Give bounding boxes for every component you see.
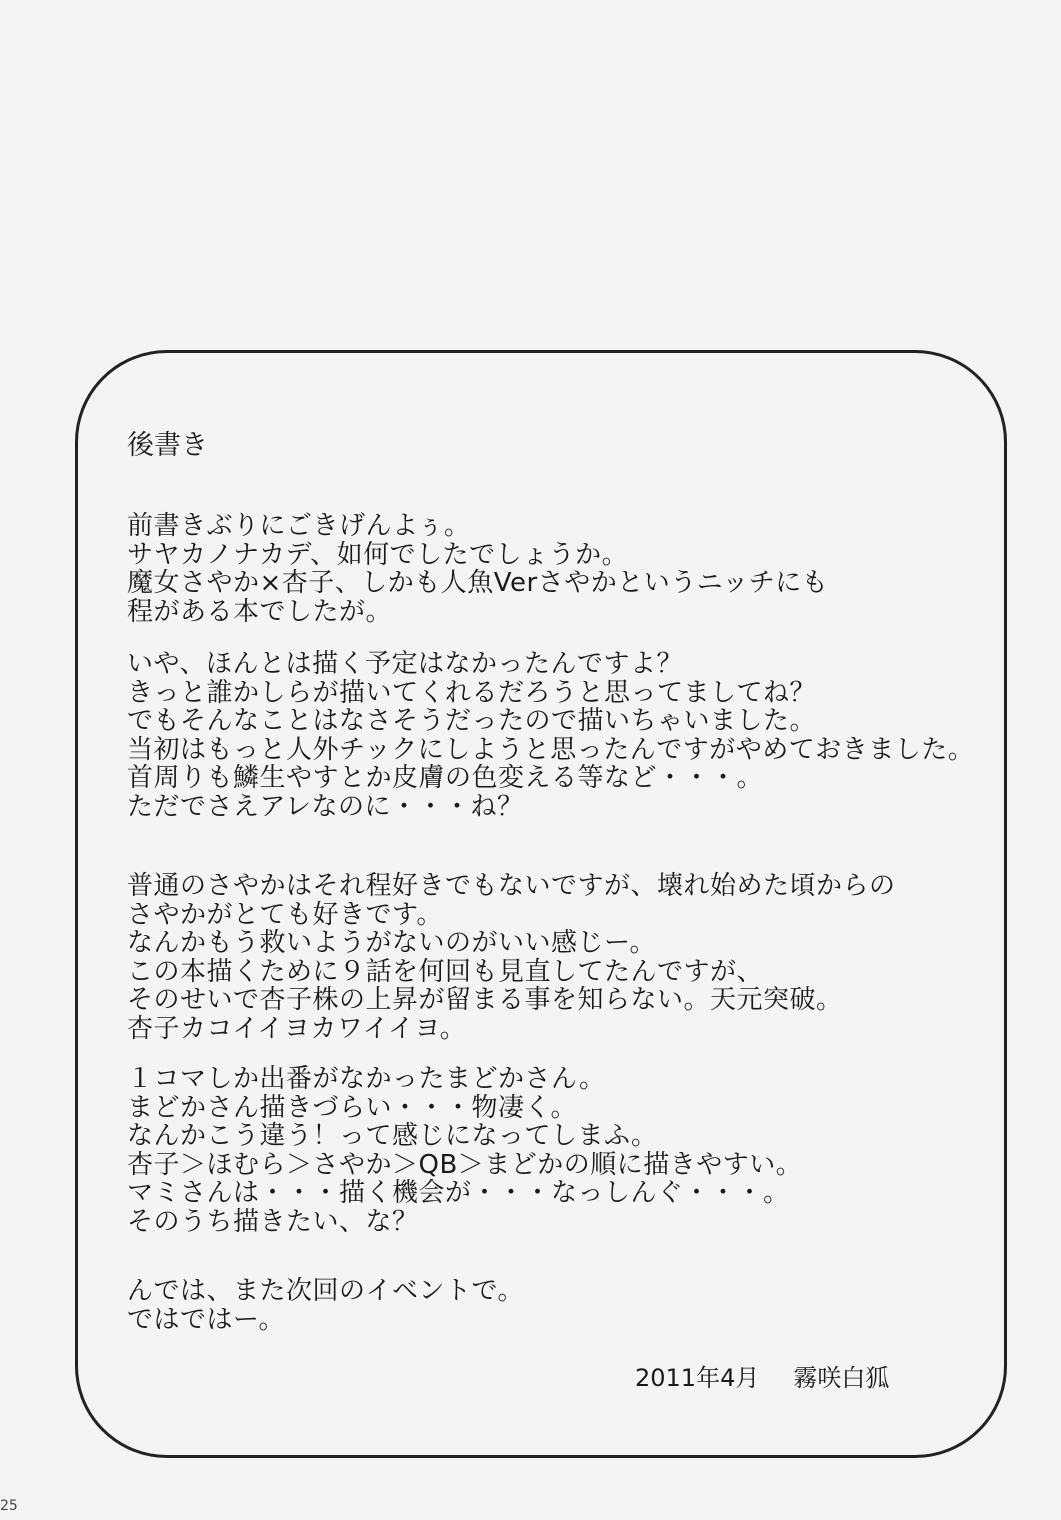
paragraph-5 bbox=[127, 1277, 524, 1334]
text-line: 当初はもっと人外チックにしようと思ったんですがやめておきました。 bbox=[127, 734, 975, 765]
signature-date: 2011年4月 bbox=[635, 1364, 760, 1392]
text-line: 程がある本でしたが。 bbox=[127, 596, 393, 627]
paragraph-3 bbox=[127, 872, 896, 1043]
text-line: なんかこう違う！って感じになってしまふ。 bbox=[127, 1121, 658, 1151]
text-line: さやかがとても好きです。 bbox=[127, 899, 443, 930]
text-line: 魔女さやか×杏子、しかも人魚Verさやかというニッチにも bbox=[127, 568, 829, 598]
text-line: 杏子カコイイヨカワイイヨ。 bbox=[127, 1013, 467, 1044]
text-line: まどかさん描きづらい・・・物凄く。 bbox=[127, 1092, 577, 1123]
page-number: 25 bbox=[0, 1498, 18, 1514]
text-line: 杏子＞ほむら＞さやか＞QB＞まどかの順に描きやすい。 bbox=[127, 1149, 803, 1180]
text-line: そのうち描きたい、な？ bbox=[127, 1206, 419, 1237]
text-line: １コマしか出番がなかったまどかさん。 bbox=[127, 1064, 606, 1094]
text-line: 首周りも鱗生やすとか皮膚の色変える等など・・・。 bbox=[127, 763, 764, 793]
paragraph-4 bbox=[127, 1065, 802, 1236]
text-line: んでは、また次回のイベントで。 bbox=[127, 1276, 524, 1306]
text-line: マミさんは・・・描く機会が・・・なっしんぐ・・・。 bbox=[127, 1178, 790, 1208]
signature-author: 霧咲白狐 bbox=[793, 1364, 890, 1392]
signature bbox=[635, 1363, 889, 1393]
text-line: いや、ほんとは描く予定はなかったんですよ？ bbox=[127, 649, 683, 679]
text-line: ただでさえアレなのに・・・ね？ bbox=[127, 791, 524, 822]
text-line: サヤカノナカデ、如何でしたでしょうか。 bbox=[127, 539, 629, 570]
text-line: この本描くために９話を何回も見直してたんですが、 bbox=[127, 956, 764, 987]
text-line: 普通のさやかはそれ程好きでもないですが、壊れ始めた頃からの bbox=[127, 871, 896, 901]
afterword-heading: 後書き bbox=[127, 430, 208, 461]
paragraph-2 bbox=[127, 650, 974, 821]
paragraph-1 bbox=[127, 512, 828, 626]
text-line: きっと誰かしらが描いてくれるだろうと思ってましてね？ bbox=[127, 677, 817, 708]
text-line: そのせいで杏子株の上昇が留まる事を知らない。天元突破。 bbox=[127, 985, 843, 1015]
text-line: なんかもう救いようがないのがいい感じー。 bbox=[127, 928, 656, 958]
text-line: 前書きぶりにごきげんよぅ。 bbox=[127, 511, 471, 541]
text-line: ではではー。 bbox=[127, 1304, 285, 1335]
text-line: でもそんなことはなさそうだったので描いちゃいました。 bbox=[127, 706, 817, 736]
